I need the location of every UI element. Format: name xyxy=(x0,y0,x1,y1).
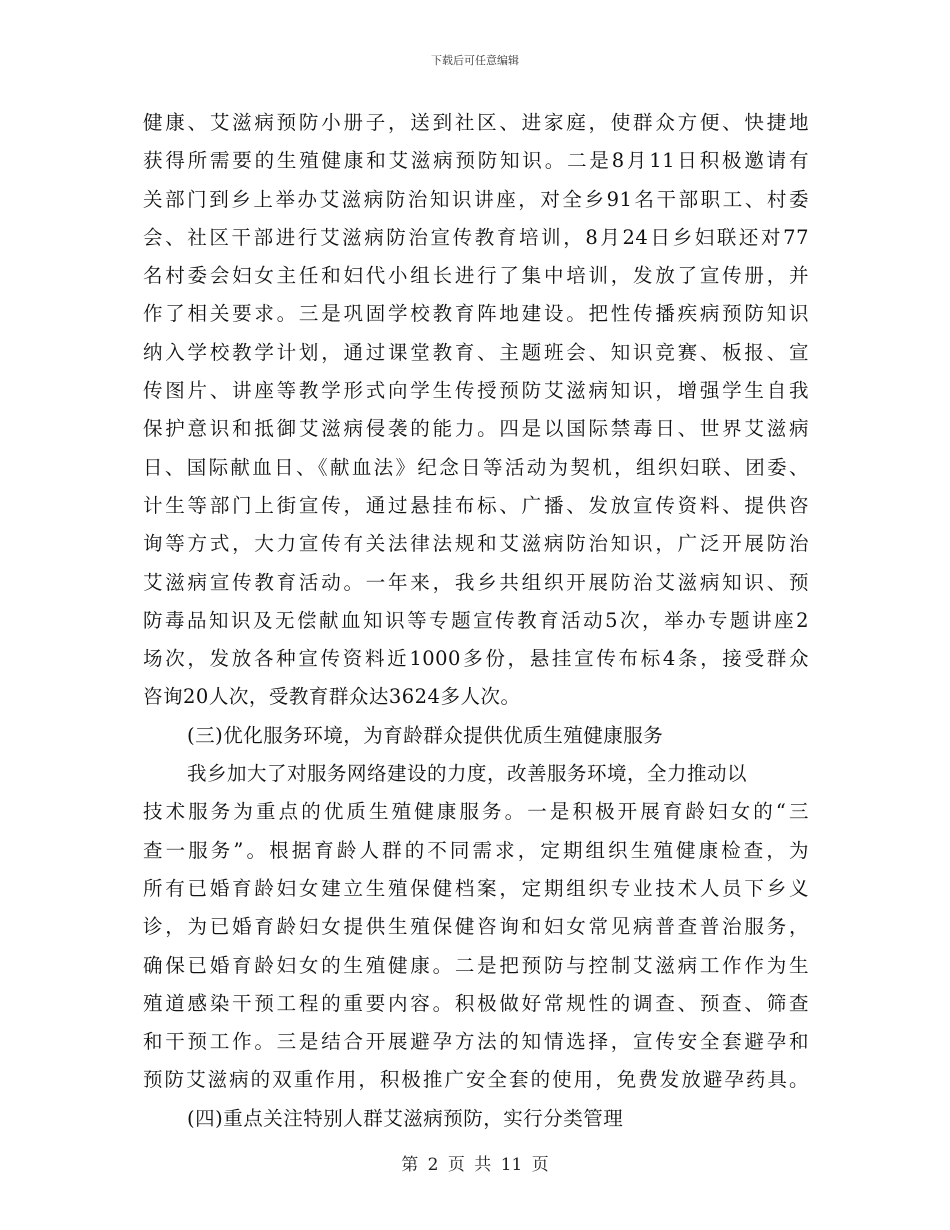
text-line: 健康、艾滋病预防小册子，送到社区、进家庭，使群众方便、快捷地 xyxy=(143,111,809,134)
text-line: 艾滋病宣传教育活动。一年来，我乡共组织开展防治艾滋病知识、预 xyxy=(143,570,809,594)
text-line: 关部门到乡上举办艾滋病防治知识讲座，对全乡91名干部职工、村委 xyxy=(143,187,809,211)
text-line: 确保已婚育龄妇女的生殖健康。二是把预防与控制艾滋病工作作为生 xyxy=(143,953,809,977)
text-line: 询等方式，大力宣传有关法律法规和艾滋病防治知识，广泛开展防治 xyxy=(143,532,809,556)
text-line: 预防艾滋病的双重作用，积极推广安全套的使用，免费发放避孕药具。 xyxy=(143,1068,809,1092)
text-line: 技术服务为重点的优质生殖健康服务。一是积极开展育龄妇女的“三 xyxy=(143,800,809,824)
text-line: 查一服务”。根据育龄人群的不同需求，定期组织生殖健康检查，为 xyxy=(143,838,809,862)
text-line: 日、国际献血日、《献血法》纪念日等活动为契机，组织妇联、团委、 xyxy=(143,455,809,479)
text-line: 获得所需要的生殖健康和艾滋病预防知识。二是8月11日积极邀请有 xyxy=(143,149,809,173)
text-line: 作了相关要求。三是巩固学校教育阵地建设。把性传播疾病预防知识 xyxy=(143,302,809,326)
text-line: 和干预工作。三是结合开展避孕方法的知情选择，宣传安全套避孕和 xyxy=(143,1030,809,1054)
text-line: 诊，为已婚育龄妇女提供生殖保健咨询和妇女常见病普查普治服务， xyxy=(143,915,809,939)
document-body xyxy=(143,104,809,1138)
text-line: 我乡加大了对服务网络建设的力度，改善服务环境，全力推动以 xyxy=(187,762,748,786)
page-header: 下载后可任意编辑 xyxy=(431,54,519,67)
text-line: 所有已婚育龄妇女建立生殖保健档案，定期组织专业技术人员下乡义 xyxy=(143,876,809,900)
text-line: 会、社区干部进行艾滋病防治宣传教育培训，8月24日乡妇联还对77 xyxy=(143,225,809,249)
text-line: 场次，发放各种宣传资料近1000多份，悬挂宣传布标4条，接受群众 xyxy=(143,647,809,671)
section-heading: (三)优化服务环境，为育龄群众提供优质生殖健康服务 xyxy=(187,723,664,747)
text-line: 纳入学校教学计划，通过课堂教育、主题班会、知识竞赛、板报、宣 xyxy=(143,340,809,364)
text-line: 防毒品知识及无偿献血知识等专题宣传教育活动5次，举办专题讲座2 xyxy=(143,608,809,632)
text-line: 咨询20人次，受教育群众达3624多人次。 xyxy=(143,685,521,709)
section-heading: (四)重点关注特别人群艾滋病预防，实行分类管理 xyxy=(187,1106,624,1130)
text-line: 保护意识和抵御艾滋病侵袭的能力。四是以国际禁毒日、世界艾滋病 xyxy=(143,417,809,441)
text-line: 计生等部门上街宣传，通过悬挂布标、广播、发放宣传资料、提供咨 xyxy=(143,493,809,517)
text-line: 殖道感染干预工程的重要内容。积极做好常规性的调查、预查、筛查 xyxy=(143,991,809,1015)
text-line: 名村委会妇女主任和妇代小组长进行了集中培训，发放了宣传册，并 xyxy=(143,264,809,288)
page-footer: 第 2 页 共 11 页 xyxy=(401,1155,549,1175)
text-line: 传图片、讲座等教学形式向学生传授预防艾滋病知识，增强学生自我 xyxy=(143,379,809,403)
